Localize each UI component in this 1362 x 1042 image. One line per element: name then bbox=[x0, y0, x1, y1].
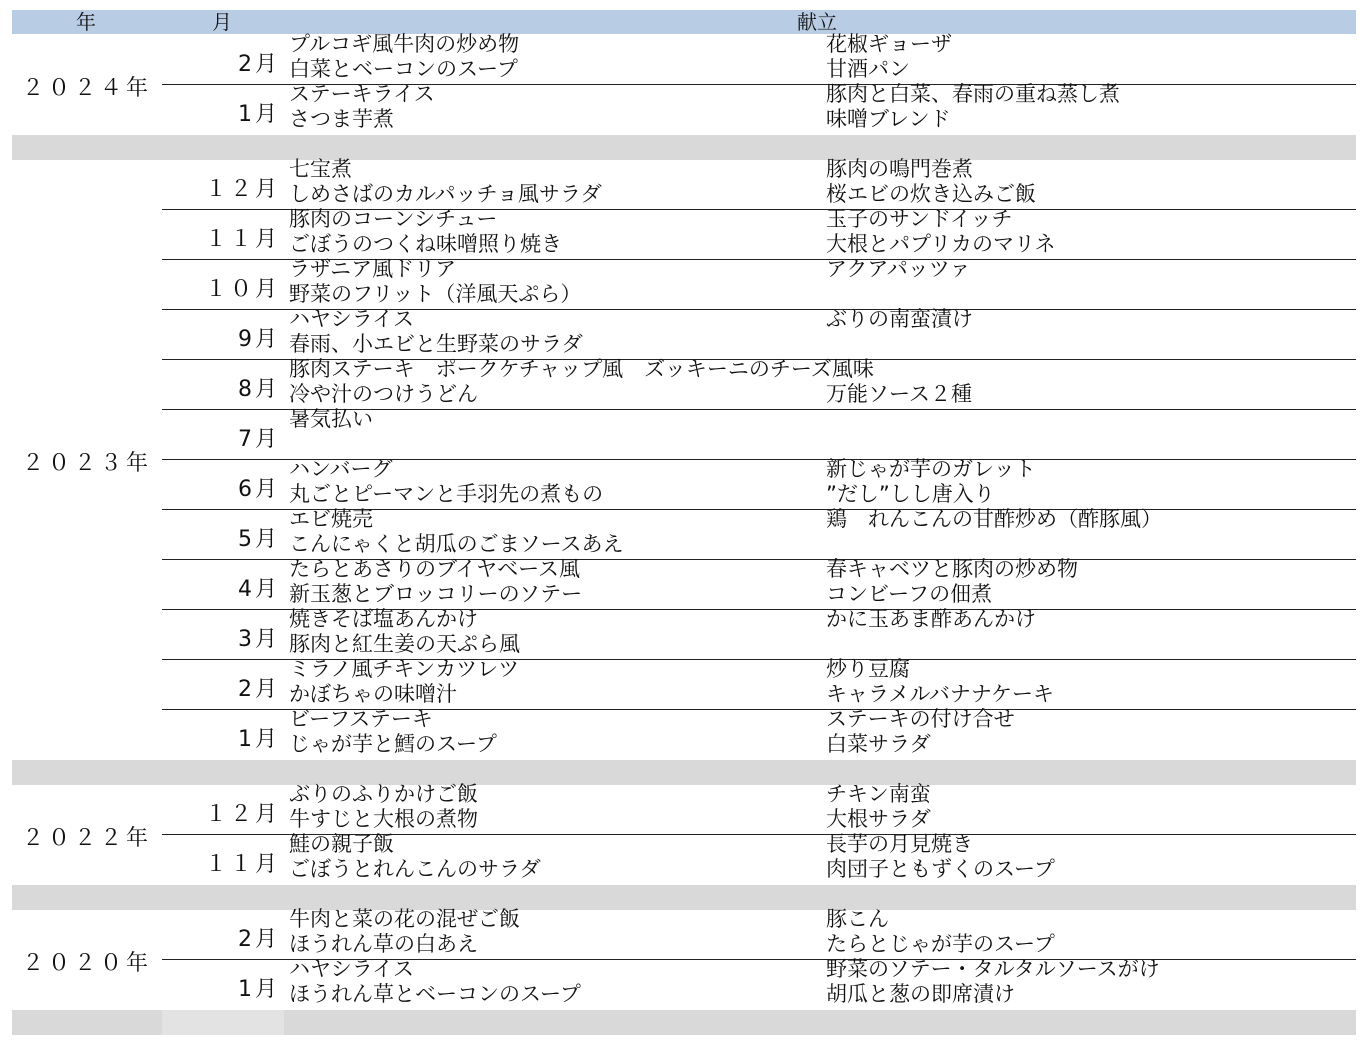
month-row bbox=[162, 657, 1356, 710]
month-label: １１月 bbox=[204, 227, 280, 252]
year-group bbox=[12, 157, 1356, 760]
month-label: 6月 bbox=[238, 477, 280, 502]
month-row bbox=[162, 32, 1356, 85]
dish-right: キャラメルバナナケーキ bbox=[826, 682, 1055, 706]
group-separator bbox=[12, 1010, 1356, 1035]
month-row bbox=[162, 907, 1356, 960]
dish-right: 胡瓜と葱の即席漬け bbox=[826, 982, 1015, 1006]
dish-right: 春キャベツと豚肉の炒め物 bbox=[826, 557, 1078, 581]
month-label: 1月 bbox=[238, 727, 280, 752]
group-separator bbox=[12, 760, 1356, 785]
month-row bbox=[162, 507, 1356, 560]
table-header bbox=[12, 10, 1356, 34]
group-separator bbox=[12, 885, 1356, 910]
month-row bbox=[162, 157, 1356, 210]
dish-right: かに玉あま酢あんかけ bbox=[826, 607, 1036, 631]
dish-left: プルコギ風牛肉の炒め物 bbox=[289, 32, 520, 56]
month-label: １２月 bbox=[204, 802, 280, 827]
dish-right: ぶりの南蛮漬け bbox=[826, 307, 973, 331]
dish-left: 豚肉のコーンシチュー bbox=[289, 207, 498, 231]
dish-left: 豚肉ステーキ ポークケチャップ風 ズッキーニのチーズ風味 bbox=[289, 357, 874, 381]
dish-right: 豚肉の鳴門巻煮 bbox=[826, 157, 973, 181]
dish-left: ハンバーグ bbox=[289, 457, 393, 481]
separator-segment bbox=[162, 1010, 284, 1035]
dish-right: 鶏 れんこんの甘酢炒め（酢豚風） bbox=[826, 507, 1162, 531]
dish-left: ほうれん草とベーコンのスープ bbox=[289, 982, 581, 1006]
dish-right: 野菜のソテー・タルタルソースがけ bbox=[826, 957, 1160, 981]
dish-left: ごぼうのつくね味噌照り焼き bbox=[289, 232, 562, 256]
dish-left: 七宝煮 bbox=[289, 157, 352, 181]
dish-left: 鮭の親子飯 bbox=[289, 832, 394, 856]
month-label: 5月 bbox=[238, 527, 280, 552]
year-label: ２０２０年 bbox=[21, 951, 152, 976]
dish-right: 万能ソース２種 bbox=[826, 382, 972, 406]
month-row bbox=[162, 557, 1356, 610]
month-label: 8月 bbox=[238, 377, 280, 402]
month-row bbox=[162, 357, 1356, 410]
dish-left: 野菜のフリット（洋風天ぷら） bbox=[289, 282, 582, 306]
dish-left: こんにゃくと胡瓜のごまソースあえ bbox=[289, 532, 624, 556]
dish-left: ラザニア風ドリア bbox=[289, 257, 457, 281]
dish-right: 豚肉と白菜、春雨の重ね蒸し煮 bbox=[826, 82, 1120, 106]
dish-left: ミラノ風チキンカツレツ bbox=[289, 657, 520, 681]
year-label: ２０２２年 bbox=[21, 826, 152, 851]
month-label: 7月 bbox=[238, 427, 280, 452]
dish-left: ハヤシライス bbox=[289, 307, 414, 331]
dish-left: ハヤシライス bbox=[289, 957, 414, 981]
dish-right: 炒り豆腐 bbox=[826, 657, 910, 681]
dish-left: さつま芋煮 bbox=[289, 107, 394, 131]
dish-left: かぼちゃの味噌汁 bbox=[289, 682, 457, 706]
dish-left: ぶりのふりかけご飯 bbox=[289, 782, 478, 806]
dish-right: ”だし”しし唐入り bbox=[826, 482, 995, 506]
dish-left: 牛すじと大根の煮物 bbox=[289, 807, 478, 831]
month-label: 3月 bbox=[238, 627, 280, 652]
dish-right: 新じゃが芋のガレット bbox=[826, 457, 1036, 481]
dish-right: アクアパッツァ bbox=[826, 257, 971, 281]
month-label: 9月 bbox=[238, 327, 280, 352]
dish-right: 桜エビの炊き込みご飯 bbox=[826, 182, 1036, 206]
dish-left: 白菜とベーコンのスープ bbox=[289, 57, 518, 81]
month-row bbox=[162, 257, 1356, 310]
dish-left: 牛肉と菜の花の混ぜご飯 bbox=[289, 907, 520, 931]
header-month: 月 bbox=[212, 10, 232, 34]
month-row bbox=[162, 457, 1356, 510]
month-row bbox=[162, 707, 1356, 760]
header-menu: 献立 bbox=[797, 10, 837, 34]
dish-right: 味噌ブレンド bbox=[826, 107, 951, 131]
month-row bbox=[162, 607, 1356, 660]
year-label: ２０２４年 bbox=[21, 76, 152, 101]
dish-right: 大根サラダ bbox=[826, 807, 931, 831]
dish-right: 大根とパプリカのマリネ bbox=[826, 232, 1056, 256]
dish-left: 暑気払い bbox=[289, 407, 373, 431]
dish-right: 肉団子ともずくのスープ bbox=[826, 857, 1055, 881]
dish-right: ステーキの付け合せ bbox=[826, 707, 1015, 731]
dish-left: 丸ごとピーマンと手羽先の煮もの bbox=[289, 482, 604, 506]
month-row bbox=[162, 782, 1356, 835]
month-row bbox=[162, 957, 1356, 1010]
dish-right: 白菜サラダ bbox=[826, 732, 931, 756]
dish-left: 焼きそば塩あんかけ bbox=[289, 607, 478, 631]
year-group bbox=[12, 32, 1356, 135]
month-label: 2月 bbox=[238, 52, 280, 77]
month-label: １０月 bbox=[204, 277, 280, 302]
dish-right: チキン南蛮 bbox=[826, 782, 931, 806]
dish-right: 花椒ギョーザ bbox=[826, 32, 952, 56]
dish-right: 玉子のサンドイッチ bbox=[826, 207, 1013, 231]
month-row bbox=[162, 207, 1356, 260]
year-group bbox=[12, 782, 1356, 885]
dish-right: コンビーフの佃煮 bbox=[826, 582, 993, 606]
dish-left: エビ焼売 bbox=[289, 507, 373, 531]
dish-right: たらとじゃが芋のスープ bbox=[826, 932, 1055, 956]
dish-left: 豚肉と紅生姜の天ぷら風 bbox=[289, 632, 520, 656]
dish-left: たらとあさりのブイヤベース風 bbox=[289, 557, 581, 581]
dish-left: 冷や汁のつけうどん bbox=[289, 382, 478, 406]
header-year: 年 bbox=[76, 10, 96, 34]
group-separator bbox=[12, 135, 1356, 160]
month-label: 4月 bbox=[238, 577, 280, 602]
month-row bbox=[162, 407, 1356, 460]
year-group bbox=[12, 907, 1356, 1010]
dish-left: しめさばのカルパッチョ風サラダ bbox=[289, 182, 602, 206]
dish-left: じゃが芋と鱈のスープ bbox=[289, 732, 497, 756]
month-label: 2月 bbox=[238, 927, 280, 952]
month-label: １１月 bbox=[204, 852, 280, 877]
dish-left: 春雨、小エビと生野菜のサラダ bbox=[289, 332, 583, 356]
dish-left: ほうれん草の白あえ bbox=[289, 932, 478, 956]
dish-left: ビーフステーキ bbox=[289, 707, 433, 731]
month-label: 1月 bbox=[238, 977, 280, 1002]
month-label: １２月 bbox=[204, 177, 280, 202]
month-row bbox=[162, 307, 1356, 360]
month-row bbox=[162, 82, 1356, 135]
dish-left: ステーキライス bbox=[289, 82, 435, 106]
month-label: 2月 bbox=[238, 677, 280, 702]
month-label: 1月 bbox=[238, 102, 280, 127]
dish-left: ごぼうとれんこんのサラダ bbox=[289, 857, 541, 881]
dish-right: 長芋の月見焼き bbox=[826, 832, 973, 856]
month-row bbox=[162, 832, 1356, 885]
dish-left: 新玉葱とブロッコリーのソテー bbox=[289, 582, 583, 606]
dish-right: 豚こん bbox=[826, 907, 889, 931]
dish-right: 甘酒パン bbox=[826, 57, 910, 81]
year-label: ２０２３年 bbox=[21, 451, 152, 476]
